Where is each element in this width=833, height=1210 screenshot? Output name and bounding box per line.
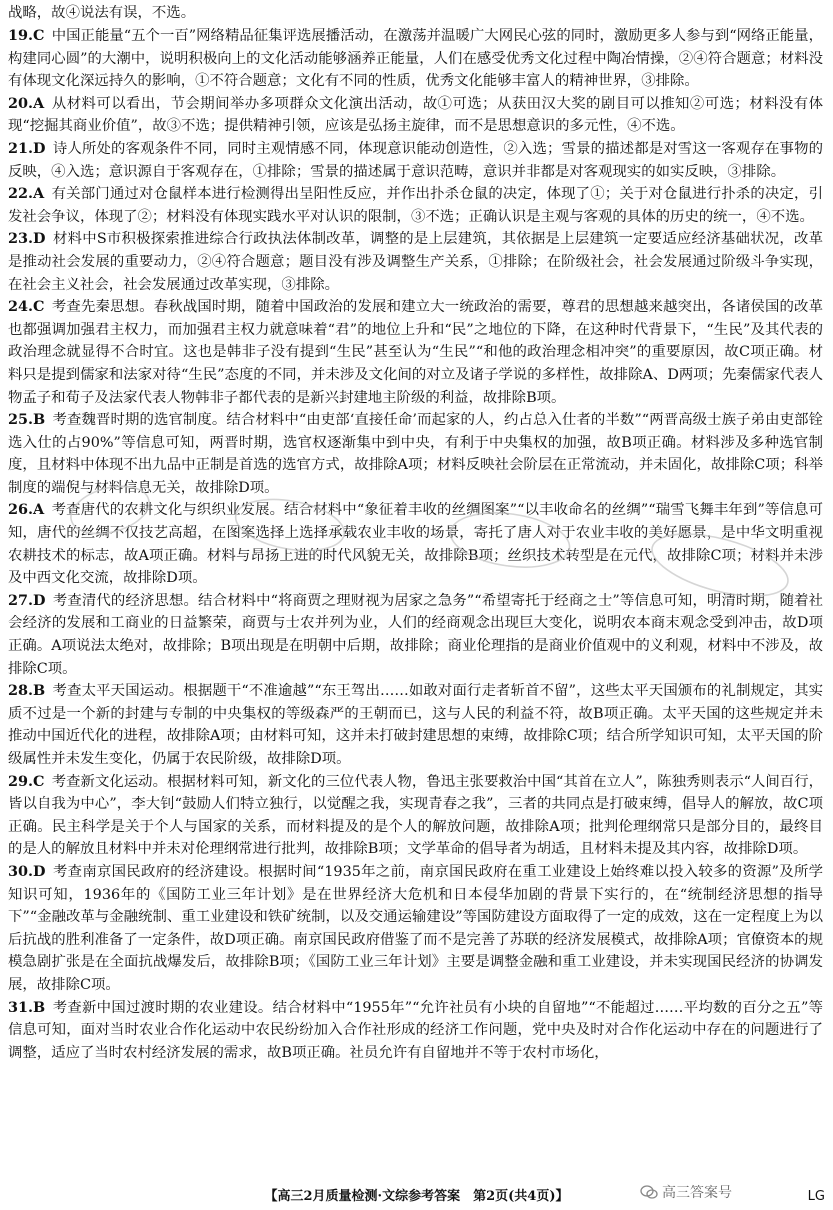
answer-explanation: 考查新中国过渡时期的农业建设。结合材料中“1955年”“允许社员有小块的自留地”“不能超过……平均数的百分之五”等信息可知，面对当时农业合作化运动中农民纷纷加入合作社形成的经济工作问题，党中央及时对合作化运动中存在的问题进行了调整，适应了当时农村经济发展的需求，故B项正确。社员允许有自留地并不等于农村市场化， [8, 999, 823, 1061]
answer-item [8, 183, 823, 228]
answer-item [8, 138, 823, 183]
answer-number: 31. [8, 998, 34, 1016]
answer-number: 22. [8, 185, 34, 203]
answer-number: 30. [8, 862, 34, 880]
answer-choice: B [33, 411, 46, 429]
answer-number: 27. [8, 591, 34, 609]
answer-explanation: 考查清代的经济思想。结合材料中“将商贾之理财视为居家之急务”“希望寄托于经商之士”等信息可知，明清时期，随着社会经济的发展和工商业的日益繁荣，商贾与士农并列为业，人们的经商观念出现巨大变化，说明农本商末观念受到冲击，故D项正确。A项说法太绝对，故排除；B项出现是在明朝中后期，故排除；商业伦理指的是商业价值观中的义利观，材料中不涉及，故排除C项。 [8, 592, 823, 677]
answer-explanation: 考查太平天国运动。根据题干“不准逾越”“东王驾出……如敢对面行走者斩首不留”，这些太平天国颁布的礼制规定，其实质不过是一个新的封建与专制的中央集权的等级森严的王朝而已，这与人民的利益不符，故B项正确。太平天国的这些规定并未推动中国近代化的进程，故排除A项；由材料可知，这并未打破封建思想的束缚，故排除C项；结合所学知识可知，太平天国的阶级属性并未发生变化，仍属于农民阶级，故排除D项。 [8, 683, 823, 767]
answer-number: 20. [8, 94, 34, 112]
answer-explanation: 中国正能量“五个一百”网络精品征集评选展播活动，在激荡并温暖广大网民心弦的同时，激励更多人参与到“网络正能量，构建同心圆”的大潮中，说明积极向上的文化活动能够涵养正能量，人们在感受优秀文化过程中陶冶情操，②④符合题意；材料没有体现文化深远持久的影响，①不符合题意；文化有不同的性质，优秀文化能够丰富人的精神世界，③排除。 [8, 28, 823, 90]
answer-number: 29. [8, 772, 34, 790]
answer-item [8, 861, 823, 997]
answer-explanation: 考查魏晋时期的选官制度。结合材料中“由吏部‘直接任命’而起家的人，约占总入仕者的半数”“两晋高级士族子弟由吏部铨选入仕的占90%”等信息可知，两晋时期，选官权逐渐集中到中央，有利于中央集权的加强，故B项正确。材料涉及多种选官制度，且材料中体现不出九品中正制是首选的选官方式，故排除A项；材料反映社会阶层在正常流动，并未固化，故排除C项；科举制度的端倪与材料信息无关，故排除D项。 [8, 412, 823, 496]
lead-paragraph: 战略，故④说法有误，不选。 [8, 5, 196, 21]
answer-choice: D [33, 230, 46, 248]
wechat-badge [640, 1178, 790, 1206]
answer-explanation: 材料中S市积极探索推进综合行政执法体制改革，调整的是上层建筑，其依据是上层建筑一定要适应经济基础状况，改革是推动社会发展的重要动力，②④符合题意；题目没有涉及调整生产关系，①排除；在阶级社会，社会发展通过阶级斗争实现，在社会主义社会，社会发展通过改革实现，③排除。 [8, 231, 823, 293]
answer-item [8, 499, 823, 589]
answer-explanation: 考查唐代的农耕文化与织织业发展。结合材料中“象征着丰收的丝绸图案”“以丰收命名的丝绸”“瑞雪飞舞丰年到”等信息可知，唐代的丝绸不仅技艺高超，在图案选择上选择承载农业丰收的场景，寄托了唐人对于农业丰收的美好愿景，是中华文明重视农耕技术的标志，故A项正确。材料与昂扬上进的时代风貌无关，故排除B项；丝织技术转型是在元代，故排除C项；材料并未涉及中西文化交流，故排除D项。 [8, 502, 823, 587]
answer-item [8, 771, 823, 861]
wechat-label: 高三答案号 [662, 1185, 732, 1201]
footer-mark: LG [807, 1189, 825, 1204]
answer-explanation: 考查先秦思想。春秋战国时期，随着中国政治的发展和建立大一统政治的需要，尊君的思想越来越突出，各诸侯国的改革也都强调加强君主权力，而加强君主权力就意味着“君”的地位上升和“民”之地位的下降，在这种时代背景下，“生民”及其代表的政治理念就显得不合时宜。这也是韩非子没有提到“生民”甚至认为“生民”“和他的政治理念相冲突”的重要原因，故C项正确。材料只是提到儒家和法家对待“生民”态度的不同，并未涉及文化间的对立及诸子学说的多样性，故排除A、D两项；先秦儒家代表人物孟子和荀子及法家代表人物韩非子都代表的是新兴封建地主阶级的利益，故排除B项。 [8, 299, 823, 406]
answer-choice: C [33, 298, 45, 316]
answer-number: 24. [8, 298, 34, 316]
answer-explanation: 从材料可以看出，节会期间举办多项群众文化演出活动，故①可选；从获田汉大奖的剧目可以推知②可选；材料没有体现“挖掘其商业价值”，故③不选；提供精神引领，应该是弘扬主旋律，而不是思想意识的多元性，④不选。 [8, 95, 823, 135]
answer-choice: C [33, 27, 45, 44]
answer-number: 26. [8, 501, 34, 519]
answer-choice: D [33, 591, 46, 609]
answer-explanation: 考查南京国民政府的经济建设。根据时间“1935年之前，南京国民政府在重工业建设上始终难以投入较多的资源”及所学知识可知，1936年的《国防工业三年计划》是在世界经济大危机和日本侵华加剧的背景下实行的，在“统制经济思想的指导下”“金融改革与金融统制、重工业建设和铁矿统制，以及交通运输建设”等国防建设方面取得了一定的成效，这在一定程度上为以后抗战的胜利准备了一定条件，故D项正确。南京国民政府借鉴了而不是完善了苏联的经济发展模式，故排除A项；官僚资本的规模急剧扩张是在全面抗战爆发后，故排除B项；《国防工业三年计划》主要是调整金融和重工业建设，并未实现国民经济的协调发展，故排除C项。 [8, 863, 823, 993]
wechat-icon [640, 1183, 658, 1201]
answer-explanation: 诗人所处的客观条件不同，同时主观情感不同，体现意识能动创造性，②入选；雪景的描述都是对雪这一客观存在事物的反映，④入选；意识源自于客观存在，①排除；雪景的描述属于意识范畴，意识并非都是对客观现实的如实反映，③排除。 [8, 140, 823, 180]
answer-number: 21. [8, 139, 34, 157]
answer-choice: B [33, 998, 46, 1016]
answer-item [8, 228, 823, 296]
answer-choice: D [33, 139, 46, 157]
answer-choice: B [33, 682, 46, 700]
footer-title: 【高三2月质量检测·文综参考答案 第2页(共4页)】 [264, 1189, 569, 1204]
answer-choice: A [33, 94, 45, 112]
answer-item [8, 409, 823, 499]
answer-number: 23. [8, 230, 34, 248]
answer-explanation: 有关部门通过对仓鼠样本进行检测得出呈阳性反应，并作出扑杀仓鼠的决定，体现了①；关于对仓鼠进行扑杀的决定，引发社会争议，体现了②；材料没有体现实践水平对认识的限制，③不选；正确认识是主观与客观的具体的历史的统一，④不选。 [8, 186, 823, 225]
answer-item [8, 680, 823, 770]
answer-item [8, 590, 823, 680]
answer-item [8, 997, 823, 1065]
answer-choice: C [33, 772, 45, 790]
answer-choice: A [33, 501, 45, 519]
answer-choice: A [33, 185, 45, 203]
answer-choice: D [33, 862, 46, 880]
answer-number: 28. [8, 682, 34, 700]
answer-number: 25. [8, 411, 34, 429]
answer-item [8, 296, 823, 409]
answer-list [8, 25, 823, 1064]
answer-explanation: 考查新文化运动。根据材料可知，新文化的三位代表人物，鲁迅主张要救治中国“其首在立人”，陈独秀则表示“人间百行，皆以自我为中心”，李大钊“鼓励人们特立独行，以觉醒之我，实现青春之我”，三者的共同点是打破束缚，倡导人的解放，故C项正确。民主科学是关于个人与国家的关系，而材料提及的是个人的解放问题，故排除A项；批判伦理纲常只是部分目的，最终目的是人的解放且材料中并未对伦理纲常进行批判，故排除B项；文学革命的倡导者为胡适，且材料未提及其内容，故排除D项。 [8, 773, 823, 858]
answer-item [8, 93, 823, 138]
answer-item [8, 25, 823, 93]
answer-number: 19. [8, 27, 34, 44]
